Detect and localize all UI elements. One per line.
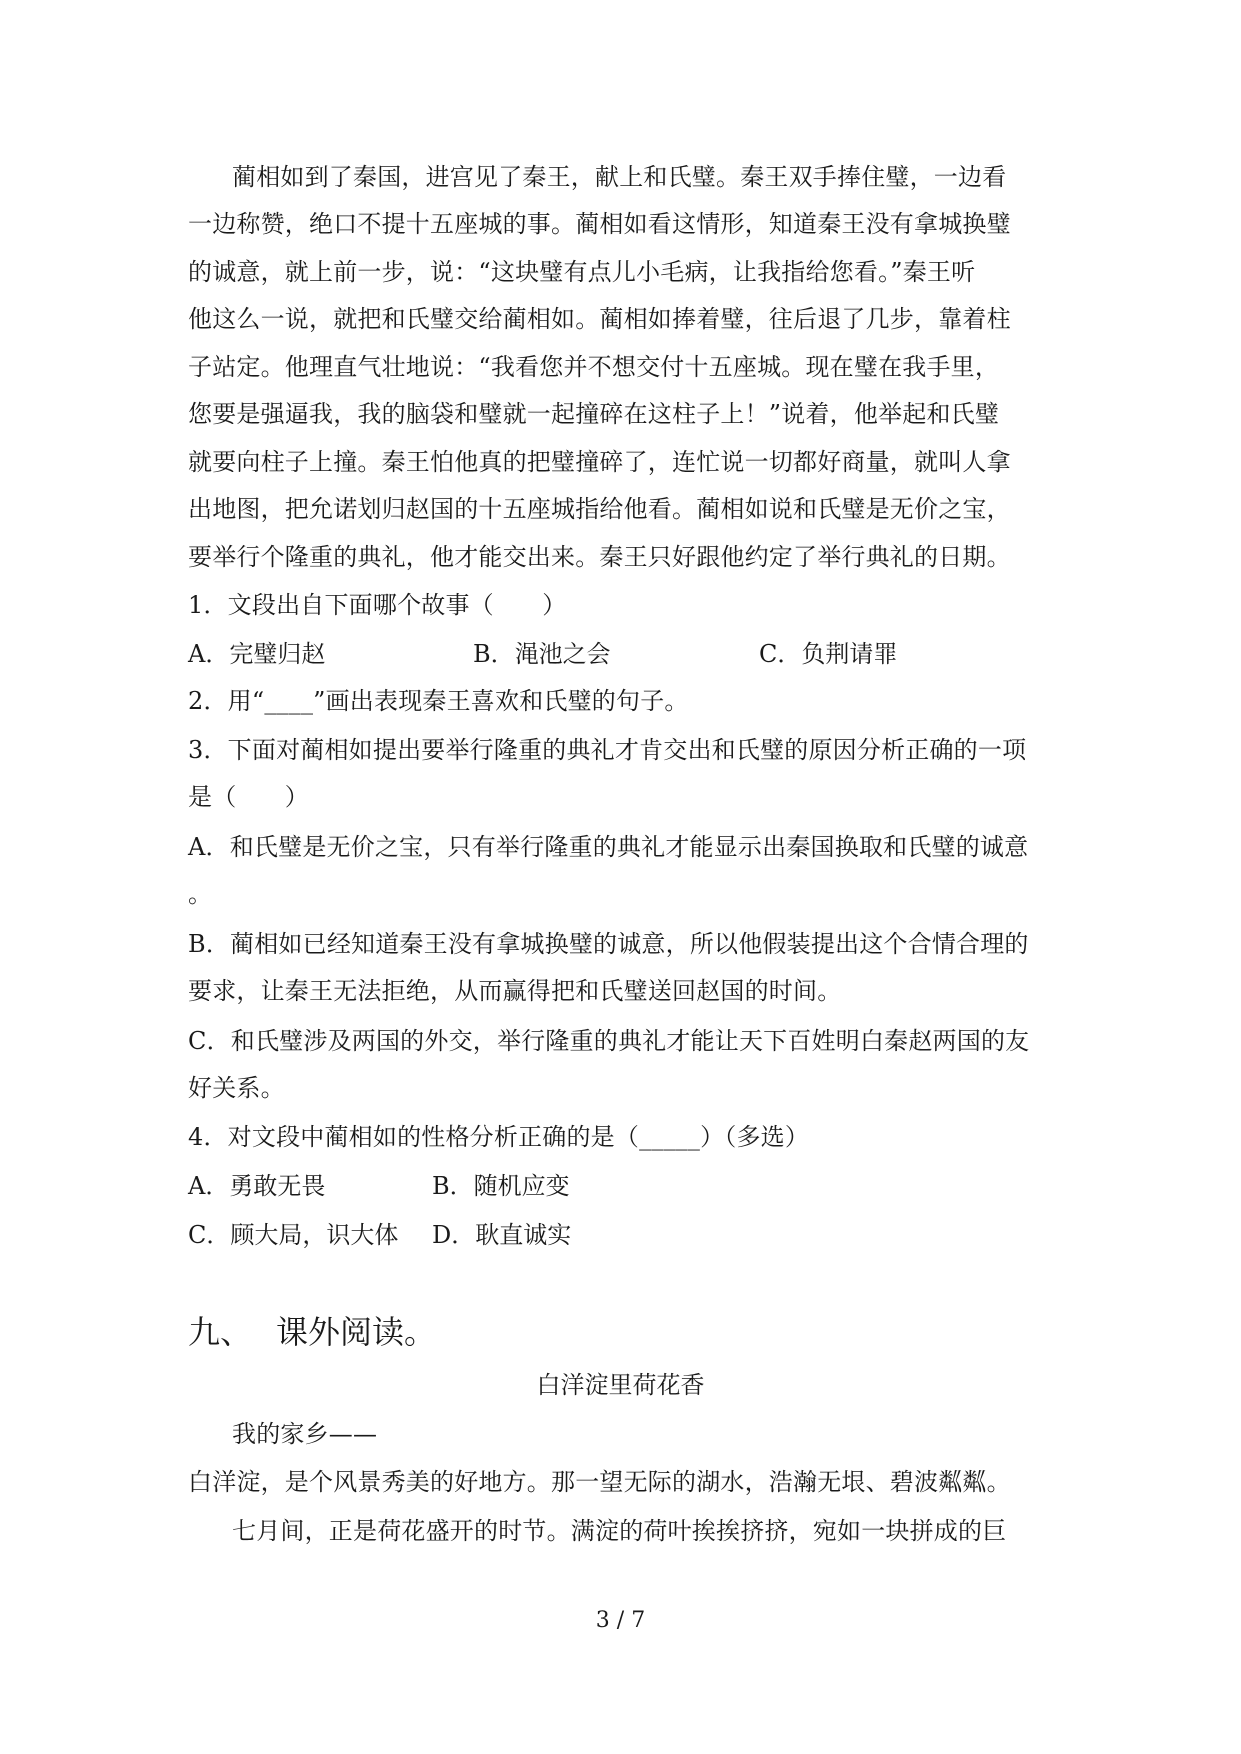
question-3-continued: 是（ ） bbox=[188, 783, 309, 811]
passage-line: 子站定。他理直气壮地说：“我看您并不想交付十五座城。现在璧在我手里， bbox=[188, 353, 1000, 381]
passage-line: 就要向柱子上撞。秦王怕他真的把璧撞碎了，连忙说一切都好商量，就叫人拿 bbox=[188, 448, 1011, 476]
page-number: 3 / 7 bbox=[595, 1608, 646, 1633]
question-4-option-b: B．随机应变 bbox=[432, 1172, 570, 1200]
question-3-option-b: B．蔺相如已经知道秦王没有拿城换璧的诚意，所以他假装提出这个合情合理的 bbox=[188, 930, 1029, 958]
question-4-option-d: D．耿直诚实 bbox=[432, 1221, 572, 1249]
passage-line: 蔺相如到了秦国，进宫见了秦王，献上和氏璧。秦王双手捧住璧，一边看 bbox=[232, 163, 1007, 191]
section-title: 课外阅读。 bbox=[276, 1313, 437, 1351]
question-4: 4．对文段中蔺相如的性格分析正确的是（_____）（多选） bbox=[188, 1123, 810, 1151]
question-3-option-b-continued: 要求，让秦王无法拒绝，从而赢得把和氏璧送回赵国的时间。 bbox=[188, 977, 842, 1005]
section-number: 九、 bbox=[188, 1313, 253, 1351]
section-heading bbox=[188, 1312, 436, 1352]
article-line: 我的家乡—— bbox=[232, 1420, 378, 1448]
question-2: 2．用“____”画出表现秦王喜欢和氏璧的句子。 bbox=[188, 687, 689, 715]
article-line: 七月间，正是荷花盛开的时节。满淀的荷叶挨挨挤挤，宛如一块拼成的巨 bbox=[232, 1517, 1007, 1545]
question-1-option-b: B．渑池之会 bbox=[473, 640, 611, 668]
passage-line: 一边称赞，绝口不提十五座城的事。蔺相如看这情形，知道秦王没有拿城换璧 bbox=[188, 210, 1011, 238]
question-3: 3．下面对蔺相如提出要举行隆重的典礼才肯交出和氏璧的原因分析正确的一项 bbox=[188, 736, 1027, 764]
question-1-option-a: A．完璧归赵 bbox=[188, 640, 326, 668]
passage-line: 出地图，把允诺划归赵国的十五座城指给他看。蔺相如说和氏璧是无价之宝， bbox=[188, 495, 1011, 523]
passage-line: 要举行个隆重的典礼，他才能交出来。秦王只好跟他约定了举行典礼的日期。 bbox=[188, 543, 1011, 571]
question-4-option-c: C．顾大局，识大体 bbox=[188, 1221, 399, 1249]
passage-line: 的诚意，就上前一步，说：“这块璧有点儿小毛病，让我指给您看。”秦王听 bbox=[188, 258, 976, 286]
question-3-option-a-continued: 。 bbox=[188, 880, 213, 908]
question-1: 1．文段出自下面哪个故事（ ） bbox=[188, 591, 567, 619]
question-3-option-a: A．和氏璧是无价之宝，只有举行隆重的典礼才能显示出秦国换取和氏璧的诚意 bbox=[188, 833, 1029, 861]
article-line: 白洋淀，是个风景秀美的好地方。那一望无际的湖水，浩瀚无垠、碧波粼粼。 bbox=[188, 1468, 1011, 1496]
question-1-option-c: C．负荆请罪 bbox=[759, 640, 898, 668]
question-4-option-a: A．勇敢无畏 bbox=[188, 1172, 326, 1200]
article-title: 白洋淀里荷花香 bbox=[536, 1371, 705, 1399]
passage-line: 您要是强逼我，我的脑袋和璧就一起撞碎在这柱子上！”说着，他举起和氏璧 bbox=[188, 400, 1000, 428]
question-3-option-c-continued: 好关系。 bbox=[188, 1074, 285, 1102]
question-3-option-c: C．和氏璧涉及两国的外交，举行隆重的典礼才能让天下百姓明白秦赵两国的友 bbox=[188, 1027, 1030, 1055]
passage-line: 他这么一说，就把和氏璧交给蔺相如。蔺相如捧着璧，往后退了几步，靠着柱 bbox=[188, 305, 1011, 333]
